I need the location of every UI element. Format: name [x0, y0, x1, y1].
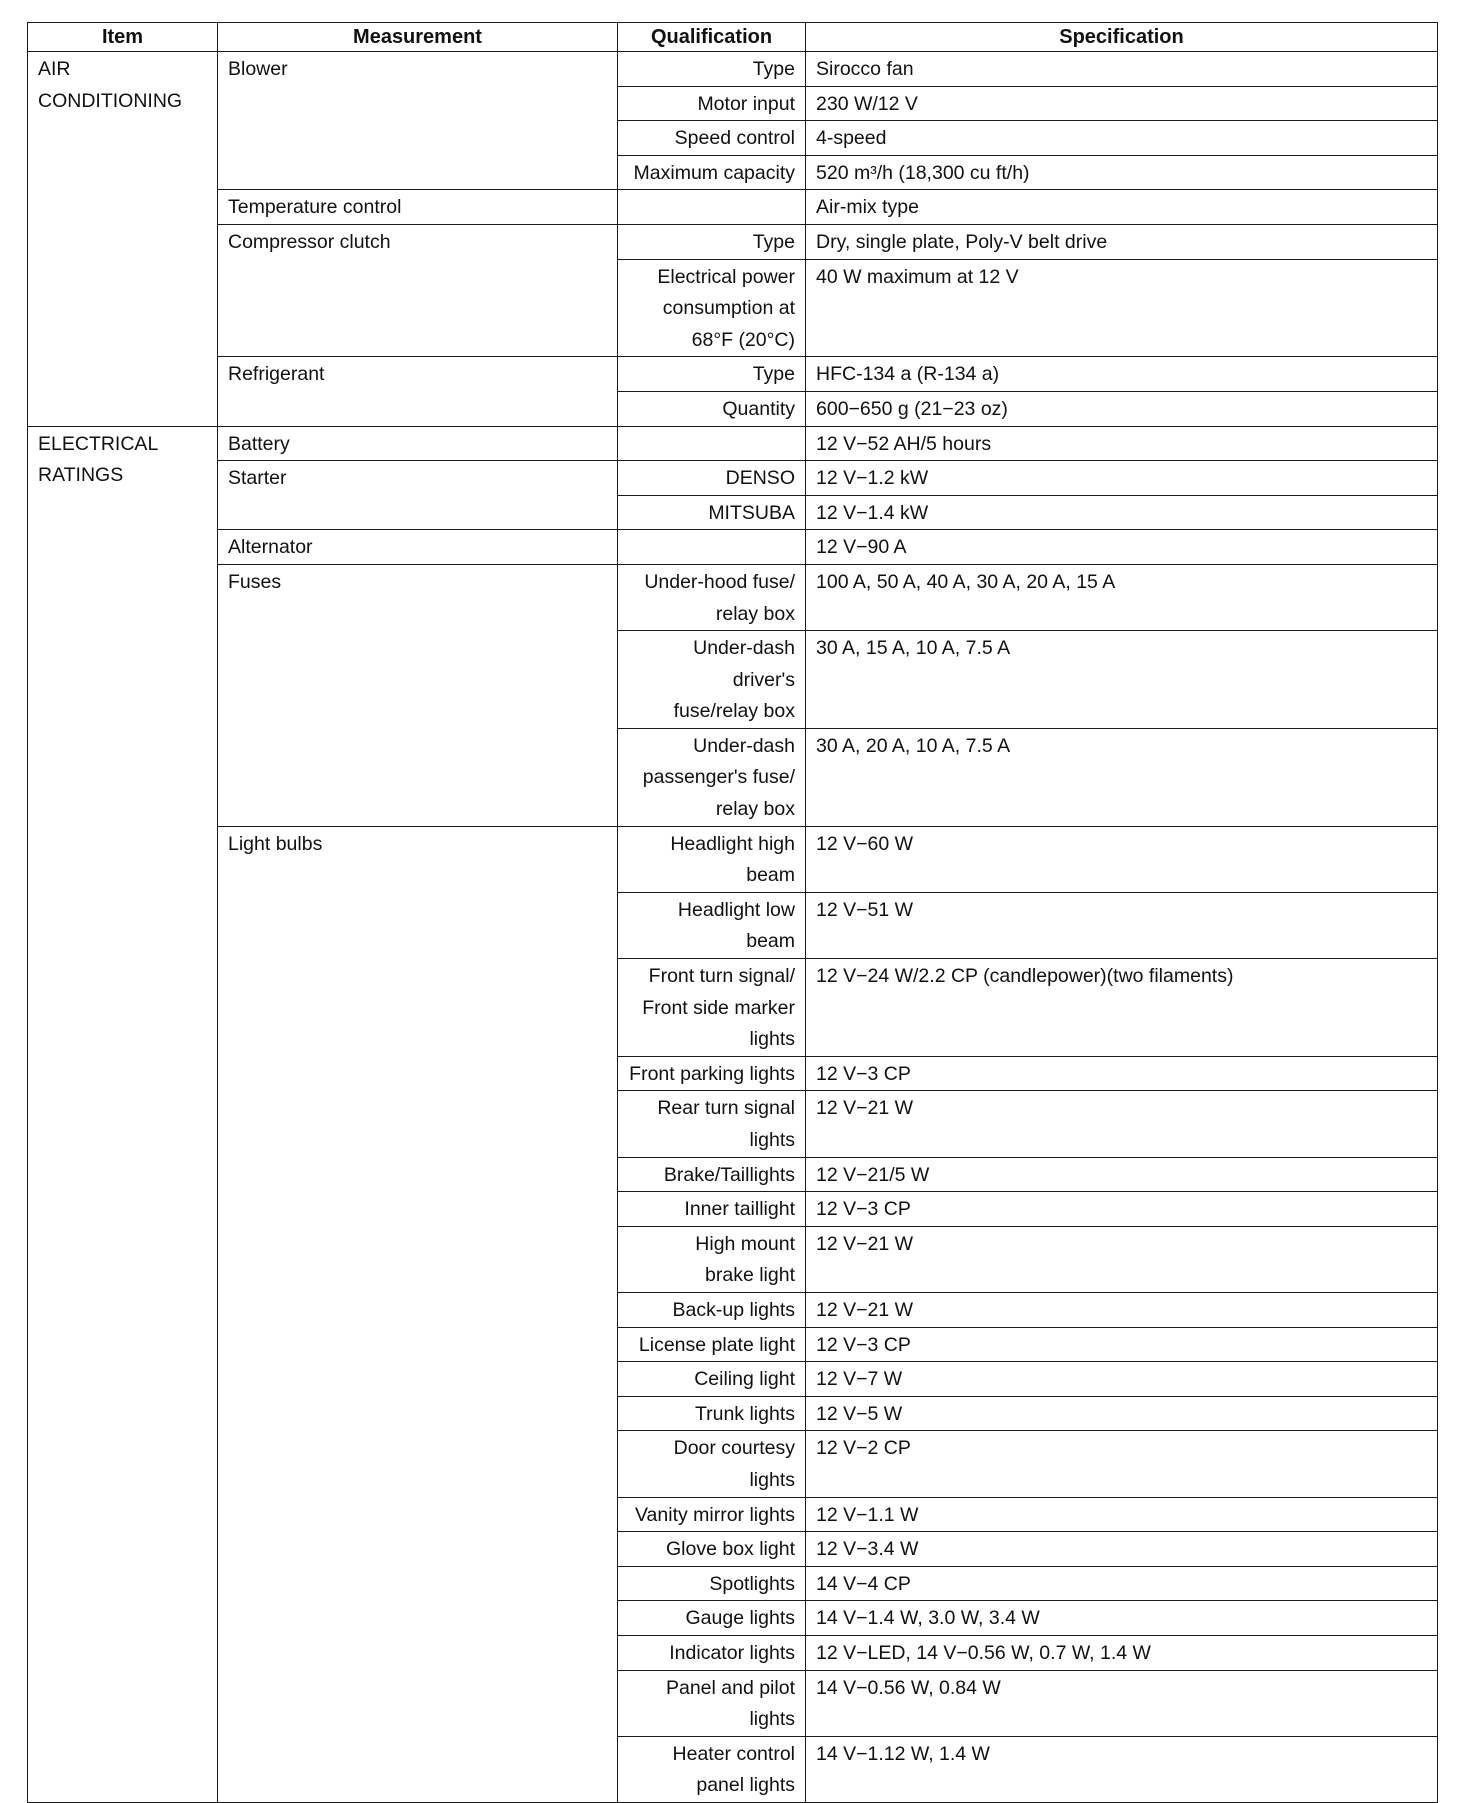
table-row — [28, 461, 1438, 496]
specification-cell: 12 V−1.2 kW — [806, 461, 1438, 496]
measurement-cell: Starter — [218, 461, 618, 530]
qualification-cell: Vanity mirror lights — [618, 1497, 806, 1532]
measurement-cell: Alternator — [218, 530, 618, 565]
qualification-cell — [618, 530, 806, 565]
table-row — [28, 530, 1438, 565]
qualification-cell: Under-hood fuse/ relay box — [618, 564, 806, 630]
qualification-cell — [618, 190, 806, 225]
measurement-cell: Light bulbs — [218, 826, 618, 1802]
specification-cell: 4-speed — [806, 121, 1438, 156]
table-body — [28, 52, 1438, 1803]
table-row — [28, 826, 1438, 892]
specification-cell: 12 V−21/5 W — [806, 1157, 1438, 1192]
table-row — [28, 224, 1438, 259]
qualification-cell: Electrical power consumption at 68°F (20°C) — [618, 259, 806, 357]
specification-cell: 12 V−21 W — [806, 1292, 1438, 1327]
qualification-cell: Indicator lights — [618, 1635, 806, 1670]
measurement-cell: Fuses — [218, 564, 618, 826]
header-item: Item — [28, 23, 218, 52]
table-row — [28, 564, 1438, 630]
specification-cell: 12 V−52 AH/5 hours — [806, 426, 1438, 461]
qualification-cell: Front turn signal/ Front side marker lights — [618, 959, 806, 1057]
specification-cell: 14 V−1.12 W, 1.4 W — [806, 1736, 1438, 1802]
qualification-cell: Headlight low beam — [618, 892, 806, 958]
qualification-cell: DENSO — [618, 461, 806, 496]
qualification-cell: Motor input — [618, 86, 806, 121]
specification-cell: 30 A, 15 A, 10 A, 7.5 A — [806, 631, 1438, 729]
qualification-cell: Quantity — [618, 391, 806, 426]
qualification-cell: Inner taillight — [618, 1192, 806, 1227]
qualification-cell: Rear turn signal lights — [618, 1091, 806, 1157]
qualification-cell: Front parking lights — [618, 1056, 806, 1091]
qualification-cell: Type — [618, 224, 806, 259]
specification-cell: 12 V−24 W/2.2 CP (candlepower)(two filaments) — [806, 959, 1438, 1057]
table-row — [28, 357, 1438, 392]
qualification-cell: Spotlights — [618, 1566, 806, 1601]
specification-cell: 40 W maximum at 12 V — [806, 259, 1438, 357]
header-row — [28, 23, 1438, 52]
specification-cell: Dry, single plate, Poly-V belt drive — [806, 224, 1438, 259]
specification-cell: 12 V−5 W — [806, 1396, 1438, 1431]
specification-cell: 600−650 g (21−23 oz) — [806, 391, 1438, 426]
qualification-cell: Headlight high beam — [618, 826, 806, 892]
measurement-cell: Compressor clutch — [218, 224, 618, 356]
qualification-cell: Back-up lights — [618, 1292, 806, 1327]
specification-cell: 12 V−1.1 W — [806, 1497, 1438, 1532]
qualification-cell: Under-dash passenger's fuse/ relay box — [618, 728, 806, 826]
specification-cell: 14 V−1.4 W, 3.0 W, 3.4 W — [806, 1601, 1438, 1636]
specification-cell: 12 V−7 W — [806, 1362, 1438, 1397]
header-specification: Specification — [806, 23, 1438, 52]
table-row — [28, 190, 1438, 225]
specification-cell: 12 V−2 CP — [806, 1431, 1438, 1497]
qualification-cell: Door courtesy lights — [618, 1431, 806, 1497]
qualification-cell: Glove box light — [618, 1532, 806, 1567]
specification-cell: 12 V−3 CP — [806, 1327, 1438, 1362]
measurement-cell: Refrigerant — [218, 357, 618, 426]
item-cell: AIR CONDITIONING — [28, 52, 218, 427]
specification-cell: 230 W/12 V — [806, 86, 1438, 121]
specification-cell: Sirocco fan — [806, 52, 1438, 87]
specification-cell: HFC-134 a (R-134 a) — [806, 357, 1438, 392]
qualification-cell: Trunk lights — [618, 1396, 806, 1431]
qualification-cell: MITSUBA — [618, 495, 806, 530]
specification-cell: 14 V−0.56 W, 0.84 W — [806, 1670, 1438, 1736]
specification-cell: 100 A, 50 A, 40 A, 30 A, 20 A, 15 A — [806, 564, 1438, 630]
qualification-cell: Under-dash driver's fuse/relay box — [618, 631, 806, 729]
specification-cell: 12 V−21 W — [806, 1226, 1438, 1292]
header-qualification: Qualification — [618, 23, 806, 52]
specification-cell: 520 m³/h (18,300 cu ft/h) — [806, 155, 1438, 190]
qualification-cell: Type — [618, 357, 806, 392]
qualification-cell: Heater control panel lights — [618, 1736, 806, 1802]
specification-cell: 30 A, 20 A, 10 A, 7.5 A — [806, 728, 1438, 826]
qualification-cell — [618, 426, 806, 461]
spec-table — [27, 22, 1438, 1803]
specification-cell: 12 V−51 W — [806, 892, 1438, 958]
qualification-cell: High mount brake light — [618, 1226, 806, 1292]
specification-cell: 12 V−90 A — [806, 530, 1438, 565]
specification-cell: 12 V−3 CP — [806, 1192, 1438, 1227]
qualification-cell: Brake/Taillights — [618, 1157, 806, 1192]
specification-cell: 12 V−LED, 14 V−0.56 W, 0.7 W, 1.4 W — [806, 1635, 1438, 1670]
qualification-cell: Gauge lights — [618, 1601, 806, 1636]
header-measurement: Measurement — [218, 23, 618, 52]
specification-cell: Air-mix type — [806, 190, 1438, 225]
measurement-cell: Blower — [218, 52, 618, 190]
specification-cell: 12 V−21 W — [806, 1091, 1438, 1157]
measurement-cell: Battery — [218, 426, 618, 461]
measurement-cell: Temperature control — [218, 190, 618, 225]
qualification-cell: Speed control — [618, 121, 806, 156]
item-cell: ELECTRICAL RATINGS — [28, 426, 218, 1802]
specification-cell: 14 V−4 CP — [806, 1566, 1438, 1601]
qualification-cell: Type — [618, 52, 806, 87]
specification-cell: 12 V−1.4 kW — [806, 495, 1438, 530]
qualification-cell: Maximum capacity — [618, 155, 806, 190]
specification-cell: 12 V−3.4 W — [806, 1532, 1438, 1567]
specification-cell: 12 V−3 CP — [806, 1056, 1438, 1091]
table-row — [28, 426, 1438, 461]
qualification-cell: Ceiling light — [618, 1362, 806, 1397]
specification-cell: 12 V−60 W — [806, 826, 1438, 892]
qualification-cell: License plate light — [618, 1327, 806, 1362]
table-row — [28, 52, 1438, 87]
qualification-cell: Panel and pilot lights — [618, 1670, 806, 1736]
